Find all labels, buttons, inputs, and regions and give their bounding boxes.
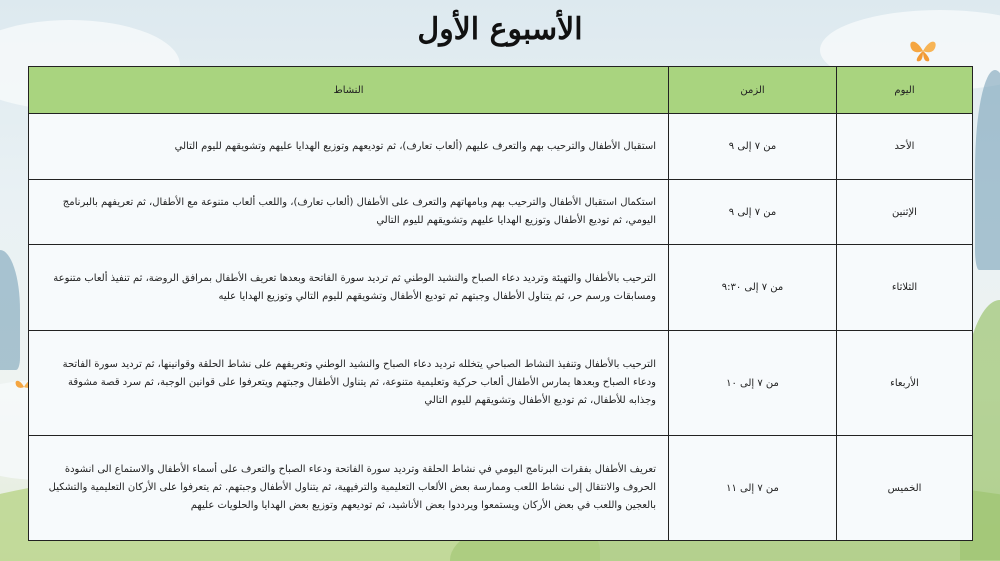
table-row [29, 331, 973, 436]
time-cell: من ٧ إلى ٩ [669, 114, 837, 180]
page-title: الأسبوع الأول [417, 12, 583, 47]
table-row [29, 180, 973, 245]
schedule-table [29, 66, 973, 540]
activity-cell: الترحيب بالأطفال والتهيئة وترديد دعاء الصباح والنشيد الوطني ثم ترديد سورة الفاتحة وبعدها تعريف الأطفال بمرافق الروضة، ثم تنفيذ ألعاب متنوعة ومسابقات ورسم حر، ثم يتناول الأطفال وجبتهم ثم توديع الأطفال وتشويقهم لليوم التالي وتوزيع الهدايا عليه [29, 245, 669, 331]
day-cell: الأحد [837, 114, 973, 180]
day-cell: الإثنين [837, 180, 973, 245]
activity-cell: استقبال الأطفال والترحيب بهم والتعرف عليهم (ألعاب تعارف)، ثم توديعهم وتوزيع الهدايا عليهم وتشويقهم لليوم التالي [29, 114, 669, 180]
activity-cell: تعريف الأطفال بفقرات البرنامج اليومي في نشاط الحلقة وترديد سورة الفاتحة ودعاء الصباح والتعرف على أسماء الأطفال والاستماع الى انشودة الحروف والانتقال إلى نشاط اللعب وممارسة بعض الألعاب التعليمية والترفيهية، ثم يتناول الأطفال وجبتهم. ثم يتعرفوا على الأركان التعليمية والتشكيل بالعجين واللعب في بعض الأركان ويستمعوا ويرددوا بعض الأناشيد، ثم توديعهم وتوزيع بعض الهدايا والحلويات عليهم [29, 436, 669, 541]
time-cell: من ٧ إلى ٩ [669, 180, 837, 245]
day-cell: الخميس [837, 436, 973, 541]
time-cell: من ٧ إلى ١٠ [669, 331, 837, 436]
tree-decoration [0, 250, 20, 370]
time-cell: من ٧ إلى ٩:٣٠ [669, 245, 837, 331]
header-time: الزمن [669, 67, 837, 114]
table-row [29, 436, 973, 541]
day-cell: الأربعاء [837, 331, 973, 436]
table-row [29, 245, 973, 331]
header-day: اليوم [837, 67, 973, 114]
tree-decoration [975, 70, 1000, 270]
activity-cell: الترحيب بالأطفال وتنفيذ النشاط الصباحي يتخلله ترديد دعاء الصباح والنشيد الوطني وتعريفهم على نشاط الحلقة وقوانينها، ثم ترديد سورة الفاتحة ودعاء الصباح وبعدها يمارس الأطفال ألعاب حركية وتعليمية متنوعة، ثم يتناول الأطفال وجبتهم ويتعرفوا على قوانين الوجبة، ثم سرد قصة مشوقة وجذابه للأطفال، ثم توديع الأطفال وتشويقهم لليوم التالي [29, 331, 669, 436]
header-activity: النشاط [29, 67, 669, 114]
table-row [29, 114, 973, 180]
time-cell: من ٧ إلى ١١ [669, 436, 837, 541]
activity-cell: استكمال استقبال الأطفال والترحيب بهم وبامهاتهم والتعرف على الأطفال (ألعاب تعارف)، واللعب ألعاب متنوعة مع الأطفال، ثم تعريفهم بالبرنامج اليومي، ثم توديع الأطفال وتوزيع الهدايا عليهم وتشويقهم لليوم التالي [29, 180, 669, 245]
day-cell: الثلاثاء [837, 245, 973, 331]
table-header-row [29, 67, 973, 114]
